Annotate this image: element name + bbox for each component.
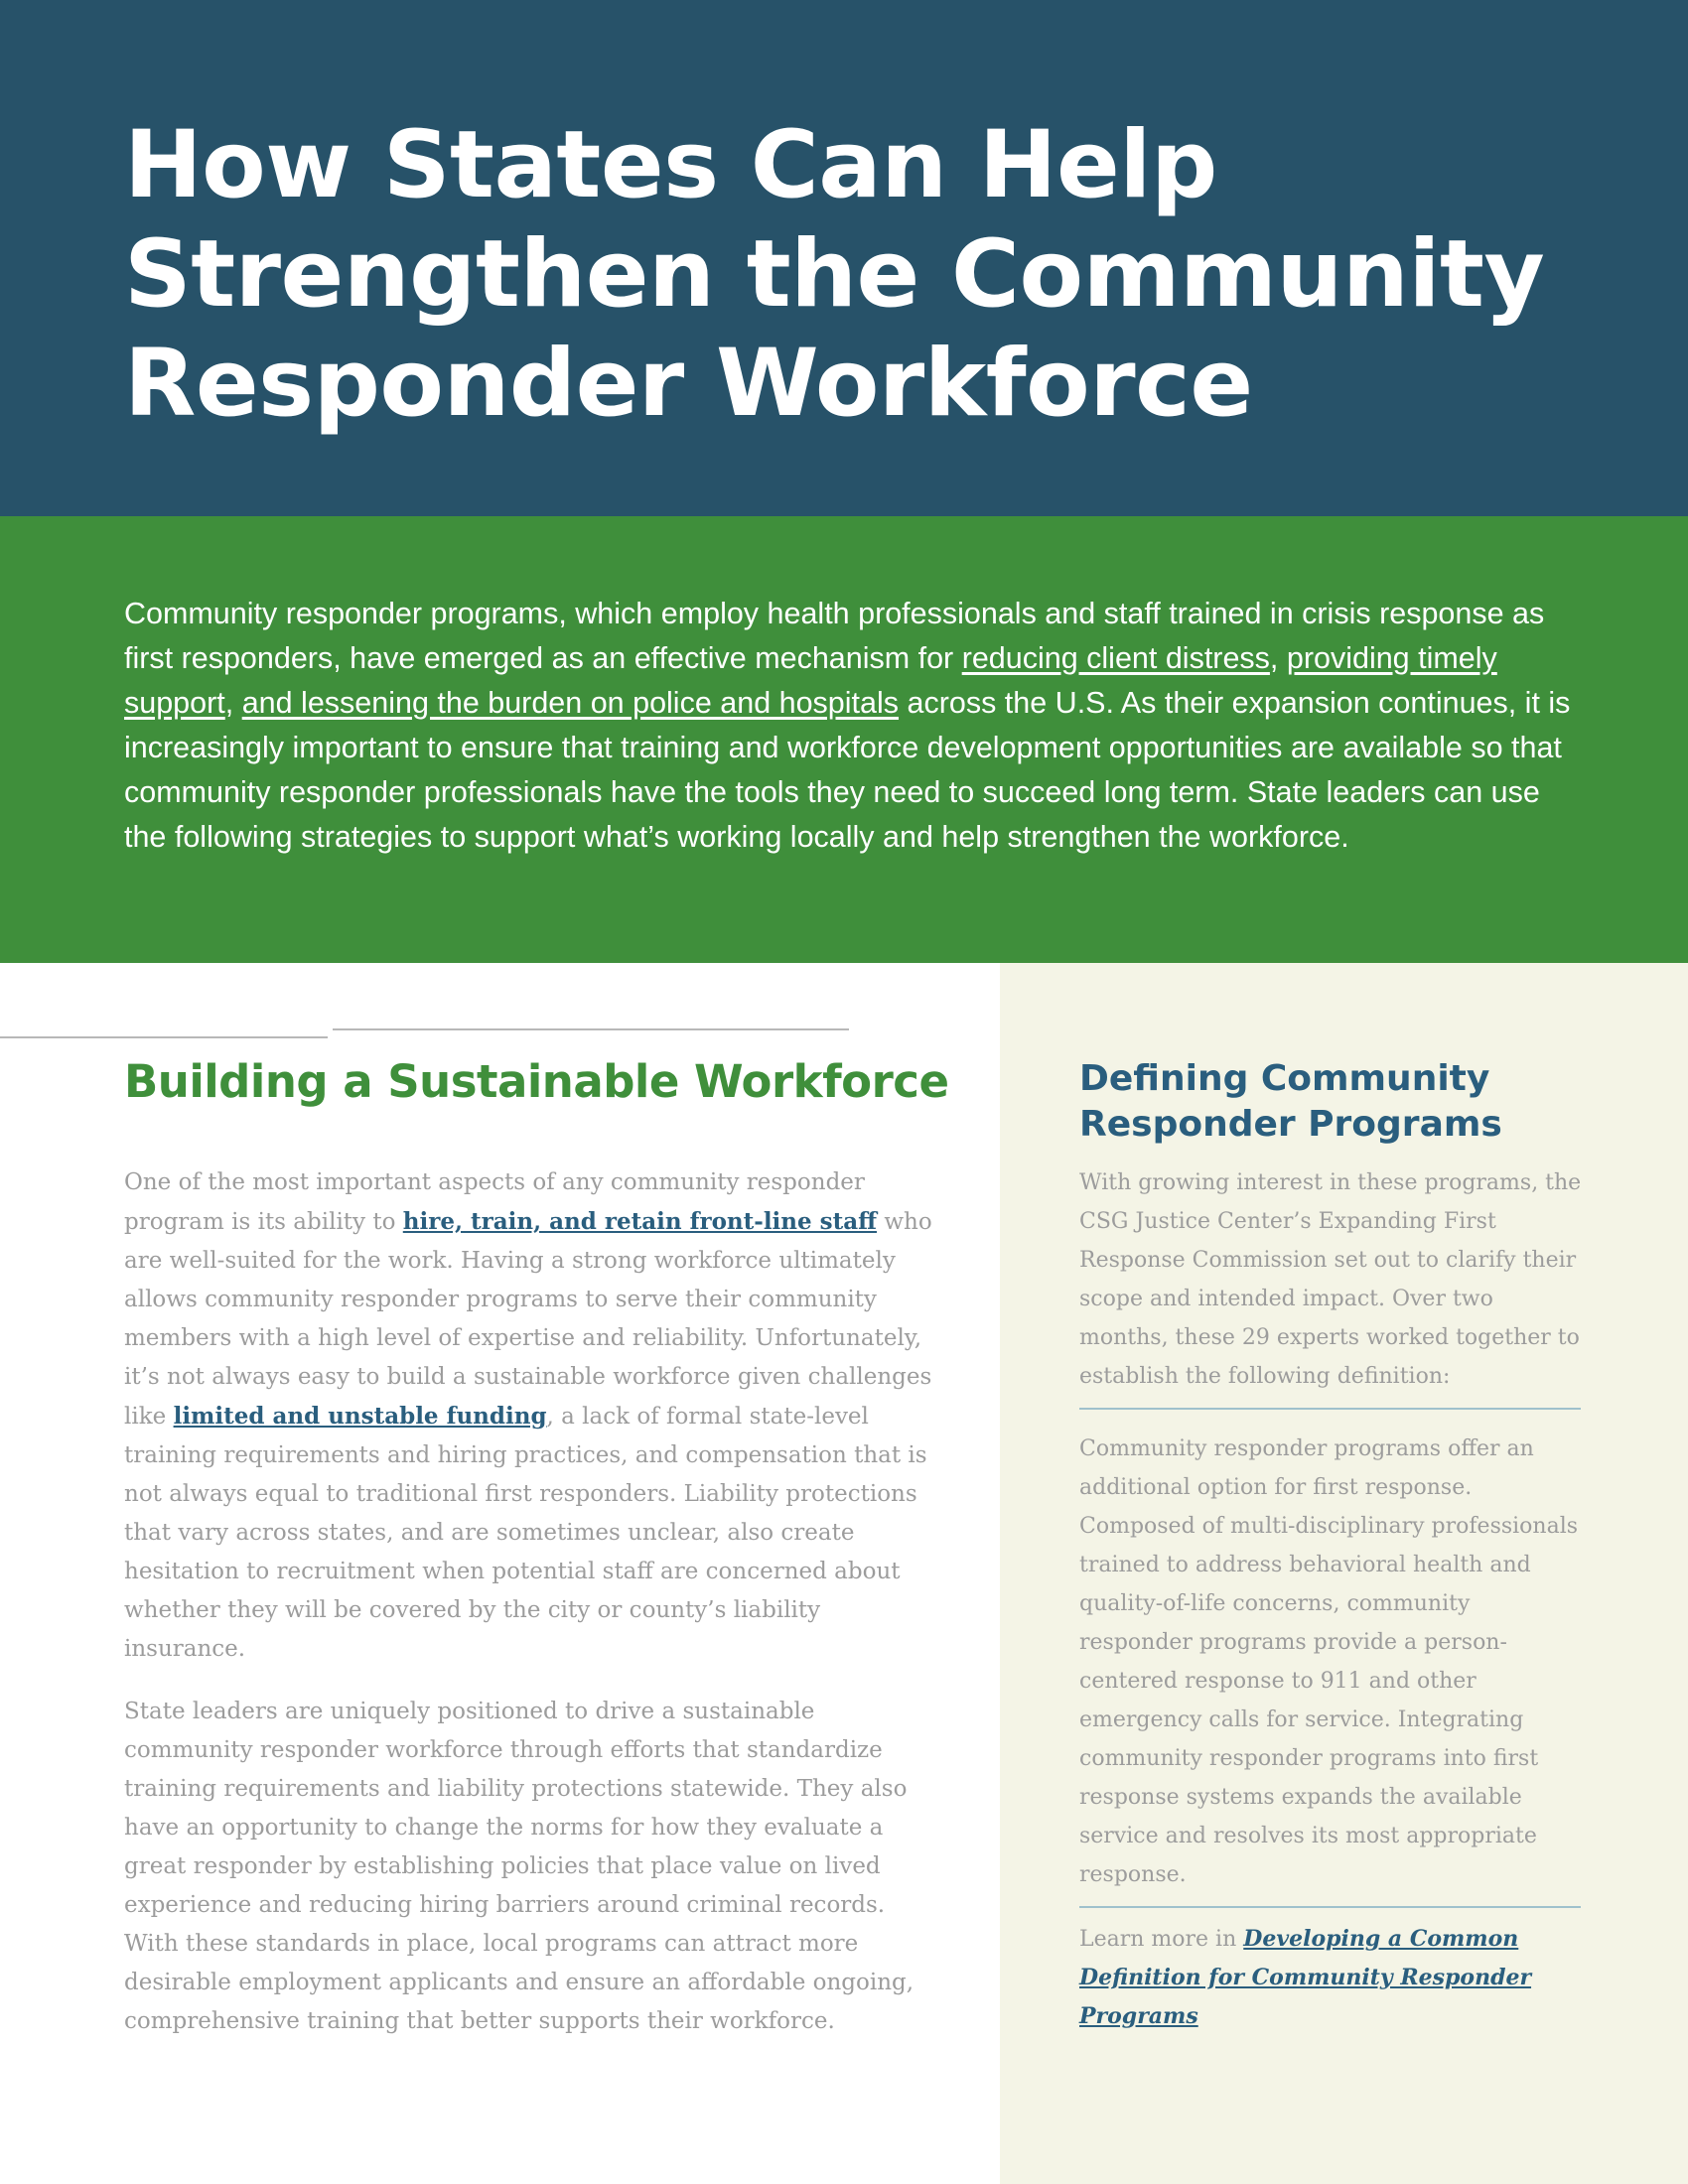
link-reducing-client-distress[interactable]: reducing client distress	[961, 641, 1270, 675]
sidebar-divider-1	[1079, 1408, 1581, 1410]
divider-rule-left	[0, 1036, 328, 1038]
link-providing-timely-support[interactable]: providing timely support	[124, 641, 1497, 720]
intro-paragraph	[124, 592, 1574, 860]
sidebar-paragraph-1: With growing interest in these programs, the CSG Justice Center’s Expanding First Response Commission set out to clarify their scope and intended impact. Over two months, these 29 experts worked together to establish the following definition:	[1079, 1170, 1582, 1389]
learn-more-prefix: Learn more in	[1079, 1927, 1244, 1952]
title-line-3: Responder Workforce	[124, 330, 1253, 438]
intro-separator-2: ,	[224, 686, 242, 720]
para1-text-a: One of the most important aspects of any community responder program is its ability to	[124, 1169, 865, 1235]
section-heading: Building a Sustainable Workforce	[124, 1055, 949, 1108]
body-paragraph-2: State leaders are uniquely positioned to drive a sustainable community responder workforce through efforts that standardize training requirements and liability protections statewide. They also have an opportunity to change the norms for how they evaluate a great responder by establishing policies that place value on lived experience and reducing hiring barriers around criminal records. With these standards in place, local programs can attract more desirable employment applicants and ensure an affordable ongoing, comprehensive training that better supports their workforce.	[124, 1699, 914, 2034]
para1-text-c: , a lack of formal state-level training requirements and hiring practices, and compensation that is not always equal to traditional first responders. Liability protections that vary across states, and are sometimes unclear, also create hesitation to recruitment when potential staff are concerned about whether they will be covered by the city or county’s liability insurance.	[124, 1404, 927, 1662]
para1-text-b: who are well-suited for the work. Having a strong workforce ultimately allows community responder programs to serve their community members with a high level of expertise and reliability. Unfortunately, it’s not always easy to build a sustainable workforce given challenges like	[124, 1209, 932, 1430]
title-line-1: How States Can Help	[124, 111, 1217, 219]
header-band	[0, 0, 1688, 516]
sidebar-title	[1079, 1056, 1635, 1148]
divider-rule-right	[333, 1028, 849, 1030]
sidebar-title-line-1: Defining Community	[1079, 1058, 1490, 1099]
sidebar-learn-more	[1079, 1920, 1586, 2036]
body-paragraph-1	[124, 1163, 938, 1669]
intro-text-before: Community responder programs, which employ health professionals and staff trained in crisis response as first responders, have emerged as an effective mechanism for	[124, 597, 1545, 675]
link-limited-unstable-funding[interactable]: limited and unstable funding	[173, 1403, 547, 1430]
link-lessening-burden[interactable]: and lessening the burden on police and hospitals	[241, 686, 900, 720]
sidebar-divider-2	[1079, 1906, 1581, 1908]
sidebar-definition: Community responder programs offer an additional option for first response. Composed of multi-disciplinary professionals trained to address behavioral health and quality-of-life concerns, community responder programs provide a person-centered response to 911 and other emergency calls for service. Integrating community responder programs into first response systems expands the available service and resolves its most appropriate response.	[1079, 1436, 1579, 1887]
sidebar-title-line-2: Responder Programs	[1079, 1104, 1502, 1145]
link-developing-common-definition[interactable]: Developing a Common Definition for Community Responder Programs	[1079, 1926, 1532, 2029]
page-title	[124, 111, 1614, 439]
intro-separator-1: ,	[1269, 641, 1287, 675]
title-line-2: Strengthen the Community	[124, 220, 1545, 329]
intro-text-after: across the U.S. As their expansion continues, it is increasingly important to ensure that training and workforce development opportunities are available so that community responder professionals have the tools they need to succeed long term. State leaders can use the following strategies to support what’s working locally and help strengthen the workforce.	[124, 686, 1571, 854]
link-hire-train-retain[interactable]: hire, train, and retain front-line staff	[402, 1208, 878, 1235]
